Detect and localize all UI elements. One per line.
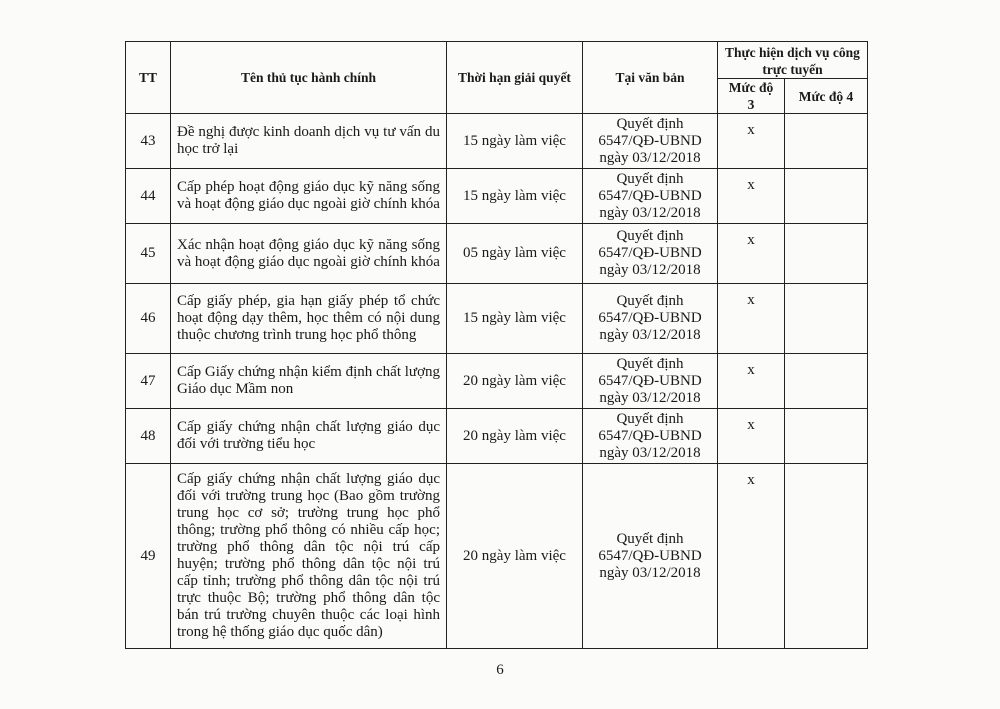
procedure-name: Cấp phép hoạt động giáo dục kỹ năng sống và hoạt động giáo dục ngoài giờ chính khóa <box>171 169 447 224</box>
legal-document <box>583 169 718 224</box>
procedures-table <box>125 41 868 649</box>
row-number: 48 <box>126 409 171 464</box>
header-level3: Mức độ 3 <box>718 79 785 114</box>
legal-document <box>583 464 718 649</box>
legal-document-line: ngày 03/12/2018 <box>599 327 701 343</box>
procedure-name: Xác nhận hoạt động giáo dục kỹ năng sống và hoạt động giáo dục ngoài giờ chính khóa <box>171 224 447 284</box>
legal-document <box>583 409 718 464</box>
processing-time: 15 ngày làm việc <box>447 284 583 354</box>
level4-mark <box>785 464 868 649</box>
processing-time: 15 ngày làm việc <box>447 169 583 224</box>
header-time: Thời hạn giải quyết <box>447 42 583 114</box>
procedure-name: Cấp giấy chứng nhận chất lượng giáo dục đối với trường tiểu học <box>171 409 447 464</box>
legal-document-line: Quyết định <box>616 530 684 547</box>
legal-document-line: 6547/QĐ-UBND <box>598 187 702 204</box>
table-row <box>126 224 868 284</box>
level4-mark <box>785 409 868 464</box>
level3-mark: x <box>718 224 785 284</box>
legal-document-line: 6547/QĐ-UBND <box>598 547 702 564</box>
legal-document-line: ngày 03/12/2018 <box>599 149 701 166</box>
legal-document-line: Quyết định <box>616 115 684 132</box>
legal-document <box>583 224 718 284</box>
level3-mark: x <box>718 169 785 224</box>
table-row <box>126 169 868 224</box>
level3-mark: x <box>718 114 785 169</box>
processing-time: 15 ngày làm việc <box>447 114 583 169</box>
row-number: 43 <box>126 114 171 169</box>
level4-mark <box>785 354 868 409</box>
legal-document-line: 6547/QĐ-UBND <box>598 132 702 149</box>
row-number: 49 <box>126 464 171 649</box>
legal-document <box>583 284 718 354</box>
legal-document-line: ngày 03/12/2018 <box>599 204 701 221</box>
row-number: 44 <box>126 169 171 224</box>
level3-mark: x <box>718 464 785 649</box>
legal-document-line: 6547/QĐ-UBND <box>598 372 702 389</box>
processing-time: 20 ngày làm việc <box>447 354 583 409</box>
page-number: 6 <box>496 662 504 678</box>
header-online: Thực hiện dịch vụ công trực tuyến <box>718 42 868 79</box>
row-number: 46 <box>126 284 171 354</box>
row-number: 47 <box>126 354 171 409</box>
row-number: 45 <box>126 224 171 284</box>
processing-time: 20 ngày làm việc <box>447 409 583 464</box>
header-name: Tên thủ tục hành chính <box>171 42 447 114</box>
legal-document-line: Quyết định <box>616 293 684 309</box>
legal-document-line: Quyết định <box>616 228 684 244</box>
processing-time: 20 ngày làm việc <box>447 464 583 649</box>
header-level4: Mức độ 4 <box>785 79 868 114</box>
table-row <box>126 114 868 169</box>
procedure-name: Cấp giấy phép, gia hạn giấy phép tổ chức hoạt động dạy thêm, học thêm có nội dung thuộc chương trình trung học phổ thông <box>171 284 447 354</box>
level3-mark: x <box>718 284 785 354</box>
legal-document-line: 6547/QĐ-UBND <box>598 310 702 326</box>
legal-document-line: 6547/QĐ-UBND <box>598 245 702 261</box>
level3-mark: x <box>718 354 785 409</box>
legal-document-line: Quyết định <box>616 170 684 187</box>
legal-document-line: Quyết định <box>616 410 684 427</box>
table-row <box>126 284 868 354</box>
level3-mark: x <box>718 409 785 464</box>
level4-mark <box>785 169 868 224</box>
legal-document-line: ngày 03/12/2018 <box>599 389 701 406</box>
level4-mark <box>785 224 868 284</box>
legal-document <box>583 354 718 409</box>
header-doc: Tại văn bản <box>583 42 718 114</box>
procedure-name: Cấp giấy chứng nhận chất lượng giáo dục đối với trường trung học (Bao gồm trường trung học cơ sở; trường trung học phổ thông; trường phổ thông có nhiều cấp học; trường phổ thông dân tộc nội trú cấp huyện; trường phổ thông dân tộc nội trú cấp tỉnh; trường phổ thông dân tộc nội trú trực thuộc Bộ; trường phổ thông dân tộc bán trú trường chuyên thuộc các loại hình trong hệ thống giáo dục quốc dân) <box>171 464 447 649</box>
legal-document-line: ngày 03/12/2018 <box>599 564 701 581</box>
procedure-name: Cấp Giấy chứng nhận kiểm định chất lượng Giáo dục Mầm non <box>171 354 447 409</box>
level4-mark <box>785 284 868 354</box>
legal-document-line: ngày 03/12/2018 <box>599 444 701 461</box>
legal-document-line: Quyết định <box>616 355 684 372</box>
table-row <box>126 409 868 464</box>
procedure-name: Đề nghị được kinh doanh dịch vụ tư vấn du học trở lại <box>171 114 447 169</box>
processing-time: 05 ngày làm việc <box>447 224 583 284</box>
legal-document-line: ngày 03/12/2018 <box>599 262 701 278</box>
table-row <box>126 464 868 649</box>
table-row <box>126 354 868 409</box>
header-tt: TT <box>126 42 171 114</box>
level4-mark <box>785 114 868 169</box>
legal-document <box>583 114 718 169</box>
legal-document-line: 6547/QĐ-UBND <box>598 427 702 444</box>
header-row <box>126 42 868 79</box>
